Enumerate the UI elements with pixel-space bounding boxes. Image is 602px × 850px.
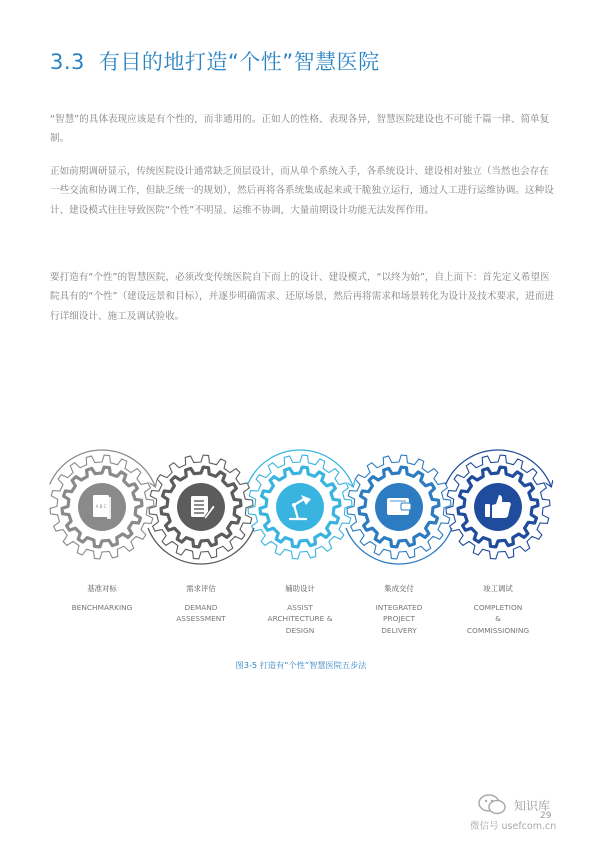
step-label [47,583,157,613]
step-label-en: BENCHMARKING [71,602,133,612]
wechat-icon [478,793,508,817]
step-label [146,583,256,625]
gear-hub [276,483,324,531]
figure-caption: 图3-5 打造有“个性”智慧医院五步法 [235,660,367,670]
step-label-cn: 需求评估 [186,584,216,593]
wechat-watermark [470,791,590,839]
five-step-gear-diagram [0,430,602,590]
step-label-en: DEMAND ASSESSMENT [176,602,226,623]
step-label [245,583,355,636]
step-label-en: ASSIST ARCHITECTURE & DESIGN [267,602,333,635]
step-label-cn: 辅助设计 [285,584,315,593]
section-title [50,46,380,76]
step-label-en: INTEGRATED PROJECT DELIVERY [375,602,423,635]
paragraph-2: 正如前期调研显示，传统医院设计通常缺乏顶层设计，而从单个系统入手，各系统设计、建设相对独立（当然也会存在一些交流和协调工作，但缺乏统一的规划），然后再将各系统集成起来或干脆独立运行，通过人工进行运维协调。这种设计、建设模式往往导致医院“个性”不明显、运维不协调，大量前期设计功能无法发挥作用。 [50,166,554,216]
step-label [344,583,454,636]
paragraph-1: “智慧”的具体表现应该是有个性的，而非通用的。正如人的性格、表现各异，智慧医院建设也不可能千篇一律、简单复制。 [50,114,550,145]
step-label-cn: 集成交付 [384,584,414,593]
step-label [443,583,553,636]
watermark-id: 微信号 usefcom.cn [470,821,557,832]
step-label-en: COMPLETION & COMMISSIONING [466,602,530,635]
step-label-cn: 竣工调试 [483,584,513,593]
section-heading: 有目的地打造“个性”智慧医院 [98,50,380,74]
abc-book-icon [93,495,111,519]
step-label-cn: 基准对标 [87,584,117,593]
page-number: 29 [540,811,552,821]
svg-text:A B C: A B C [95,504,107,509]
watermark-name: 知识库 [514,799,551,813]
wallet-icon [387,498,411,515]
paragraph-3: 要打造有“个性”的智慧医院，必须改变传统医院自下而上的设计、建设模式，“以终为始”，自上而下：首先定义希望医院具有的“个性”（建设远景和目标），并逐步明确需求、还原场景，然后再将需求和场景转化为设计及技术要求，进而进行详细设计、施工及调试验收。 [50,272,555,322]
section-number: 3.3 [50,50,85,74]
